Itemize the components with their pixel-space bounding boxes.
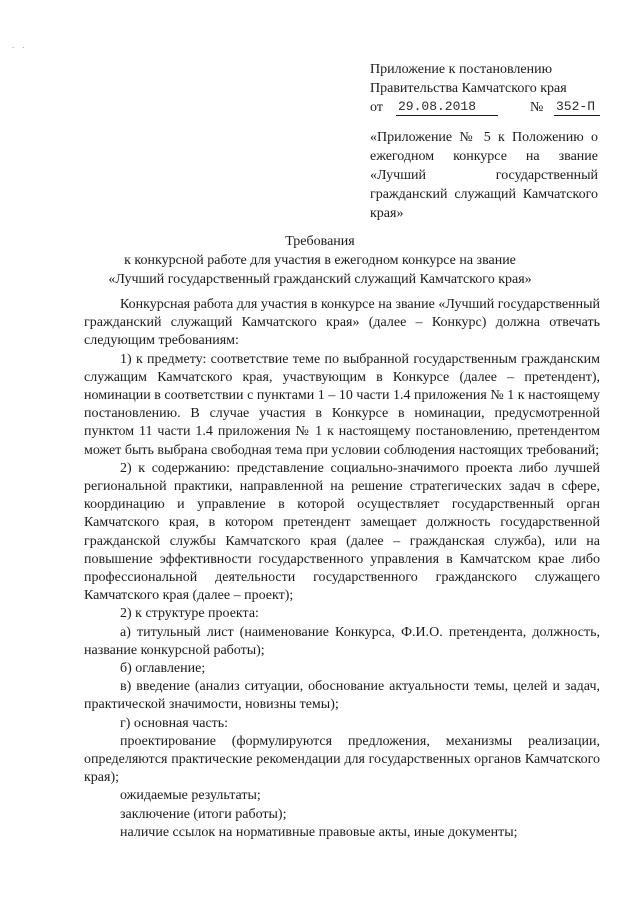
document-title [60,232,580,289]
date-prefix: от [370,100,383,115]
paragraph: ожидаемые результаты; [120,788,261,804]
appendix-quote: «Приложение № 5 к Положению о ежегодном конкурсе на звание «Лучший государственный гражданский служащий Камчатского края» [370,130,598,221]
paragraph: г) основная часть: [120,715,229,731]
paragraph: а) титульный лист (наименование Конкурса, Ф.И.О. претендента, должность, название конкурсной работы); [84,624,600,658]
title-heading: Требования [285,234,355,249]
paragraph: проектирование (формулируются предложения, механизмы реализации, определяются практические рекомендации для государственных органов Камчатского края); [84,733,600,786]
paragraph: 2) к структуре проекта: [120,606,259,622]
appendix-header [370,60,602,117]
appendix-date-line [370,98,602,117]
resolution-number: 352-П [554,98,600,116]
title-line-2: к конкурсной работе для участия в ежегодном конкурсе на звание [124,253,516,268]
scan-marks: . . [12,40,28,50]
paragraph: Конкурсная работа для участия в конкурсе на звание «Лучший государственный гражданский служащий Камчатского края» (далее – Конкурс) должна отвечать следующим требованиям: [84,297,600,349]
appendix-line-2: Правительства Камчатского края [370,81,567,96]
paragraph: б) оглавление; [120,661,206,677]
paragraph: 1) к предмету: соответствие теме по выбранной государственным гражданским служащим Камчатского края, участвующим в Конкурсе (далее – претендент), номинации в соответствии с пунктами 1 – 10 части 1.4 приложения № 1 к настоящему постановлению. В случае участия в Конкурсе в номинации, предусмотренной пунктом 11 части 1.4 приложения № 1 к настоящему постановлению, претендентом может быть выбрана свободная тема при условии соблюдения настоящих требований; [84,351,600,458]
paragraph: заключение (итоги работы); [120,806,287,822]
resolution-date: 29.08.2018 [396,98,498,116]
paragraph: 2) к содержанию: представление социально-значимого проекта либо лучшей региональной практики, направленной на решение стратегических задач в сфере, координацию и управление в которой осуществляет государственный орган Камчатского края, в котором претендент замещает должность государственной гражданской службы Камчатского края (далее – гражданская служба), или на повышение эффективности государственного управления в Камчатском крае либо профессиональной деятельности государственного гражданского служащего Камчатского края (далее – проект); [84,460,600,604]
number-prefix: № [530,100,544,115]
title-line-3: «Лучший государственный гражданский служащий Камчатского края» [108,272,532,287]
paragraph: наличие ссылок на нормативные правовые акты, иные документы; [120,824,518,840]
appendix-line-1: Приложение к постановлению [370,62,553,77]
paragraph: в) введение (анализ ситуации, обоснование актуальности темы, целей и задач, практической значимости, новизны темы); [84,679,600,713]
document-body [84,296,600,842]
